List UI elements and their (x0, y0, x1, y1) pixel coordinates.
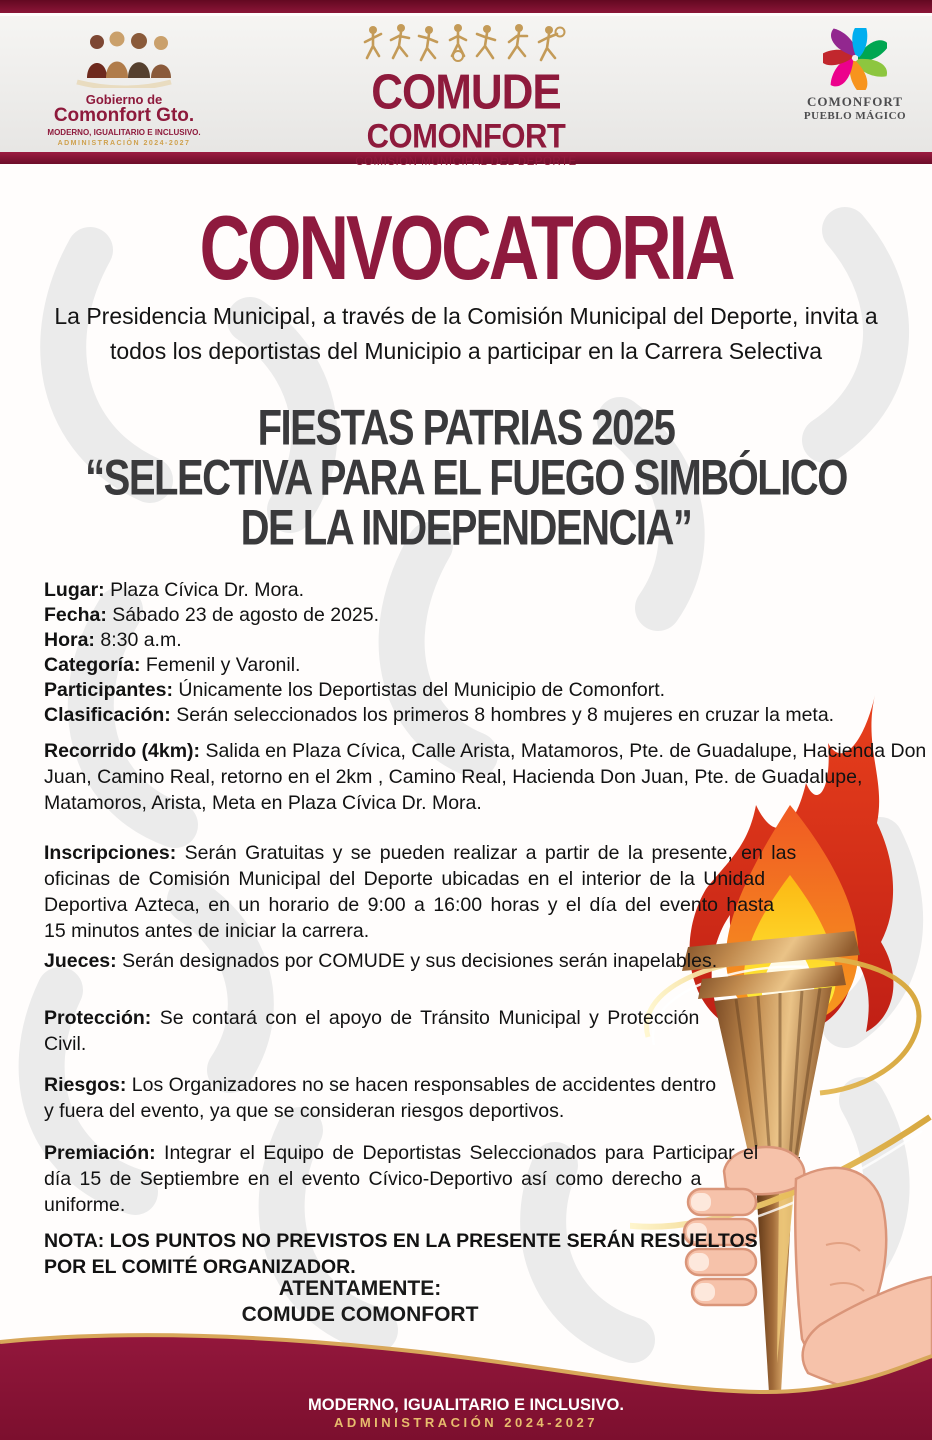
detail-fecha: Fecha: Sábado 23 de agosto de 2025. (44, 604, 380, 626)
gov-logo-motto: MODERNO, IGUALITARIO E INCLUSIVO. (47, 128, 201, 138)
section-inscripciones: Inscripciones: Serán Gratuitas y se pueden realizar a partir de la presente, en las oficinas de Comisión Municipal del Deporte ubicadas en el interior de la Unidad Deportiva Azteca, en un horario de 9:00 a 16:00 horas y el día del evento hasta 15 minutos antes de iniciar la carrera. (44, 842, 797, 942)
footer-motto: MODERNO, IGUALITARIO E INCLUSIVO. (308, 1396, 624, 1414)
signature-atentamente: ATENTAMENTE: (278, 1277, 442, 1300)
event-details-list (44, 578, 904, 728)
event-title-line-1: FIESTAS PATRIAS 2025 (257, 400, 675, 456)
section-riesgos: Riesgos: Los Organizadores no se hacen responsables de accidentes dentro y fuera del evento, ya que se consideran riesgos deportivos. (44, 1074, 717, 1122)
gov-logo-administration: ADMINISTRACIÓN 2024-2027 (57, 139, 191, 147)
footer-administration: ADMINISTRACIÓN 2024-2027 (334, 1415, 598, 1430)
section-premiacion: Premiación: Integrar el Equipo de Deportistas Seleccionados para Participar el día 15 de Septiembre en el evento Cívico-Deportivo así como derecho a uniforme. (44, 1142, 759, 1216)
event-title-line-2: “SELECTIVA PARA EL FUEGO SIMBÓLICO (85, 450, 847, 506)
intro-line-1: La Presidencia Municipal, a través de la Comisión Municipal del Deporte, invita a (54, 303, 878, 329)
pueblo-magico-logo (790, 28, 920, 123)
comude-logo-name: COMUDE (371, 64, 561, 120)
detail-clasificacion: Clasificación: Serán seleccionados los primeros 8 hombres y 8 mujeres en cruzar la meta. (44, 704, 835, 726)
section-proteccion: Protección: Se contará con el apoyo de Tránsito Municipal y Protección Civil. (44, 1007, 700, 1055)
comude-logo (338, 22, 594, 169)
intro-paragraph (0, 299, 932, 369)
government-logo (34, 30, 214, 147)
gov-logo-line1: Gobierno de (85, 91, 163, 107)
pueblo-logo-line1: COMONFORT (807, 94, 903, 110)
event-title-line-3: DE LA INDEPENDENCIA” (240, 500, 692, 556)
detail-hora: Hora: 8:30 a.m. (44, 629, 182, 651)
event-title (0, 400, 932, 556)
note-paragraph: NOTA: LOS PUNTOS NO PREVISTOS EN LA PRESENTE SERÁN RESUELTOS POR EL COMITÉ ORGANIZADOR. (44, 1230, 758, 1278)
top-maroon-bar (0, 0, 932, 13)
page-title: CONVOCATORIA (199, 197, 733, 299)
section-jueces: Jueces: Serán designados por COMUDE y sus decisiones serán inapelables. (44, 950, 718, 972)
detail-lugar: Lugar: Plaza Cívica Dr. Mora. (44, 579, 305, 601)
detail-categoria: Categoría: Femenil y Varonil. (44, 654, 301, 676)
section-recorrido: Recorrido (4km): Salida en Plaza Cívica, Calle Arista, Matamoros, Pte. de Guadalupe, Hacienda Don Juan, Camino Real, retorno en el 2km , Camino Real, Hacienda Don Juan, Pte. de Guadalupe, Matamoros, Arista, Meta en Plaza Cívica Dr. Mora. (44, 740, 927, 814)
government-figures-icon (59, 30, 189, 88)
signature-comude: COMUDE COMONFORT (241, 1303, 479, 1326)
comude-logo-tagline: COMISIÓN MUNICIPAL DEL DEPORTE (355, 156, 577, 168)
gov-logo-line2: Comonfort Gto. (53, 105, 195, 127)
detail-participantes: Participantes: Únicamente los Deportistas del Municipio de Comonfort. (44, 679, 666, 701)
athletes-icons (361, 22, 571, 64)
pueblo-magico-pinwheel-icon (823, 28, 887, 90)
comude-logo-city: COMONFORT (366, 116, 566, 156)
pueblo-logo-line2: PUEBLO MÁGICO (803, 110, 907, 123)
intro-line-2: todos los deportistas del Municipio a participar en la Carrera Selectiva (109, 338, 823, 364)
